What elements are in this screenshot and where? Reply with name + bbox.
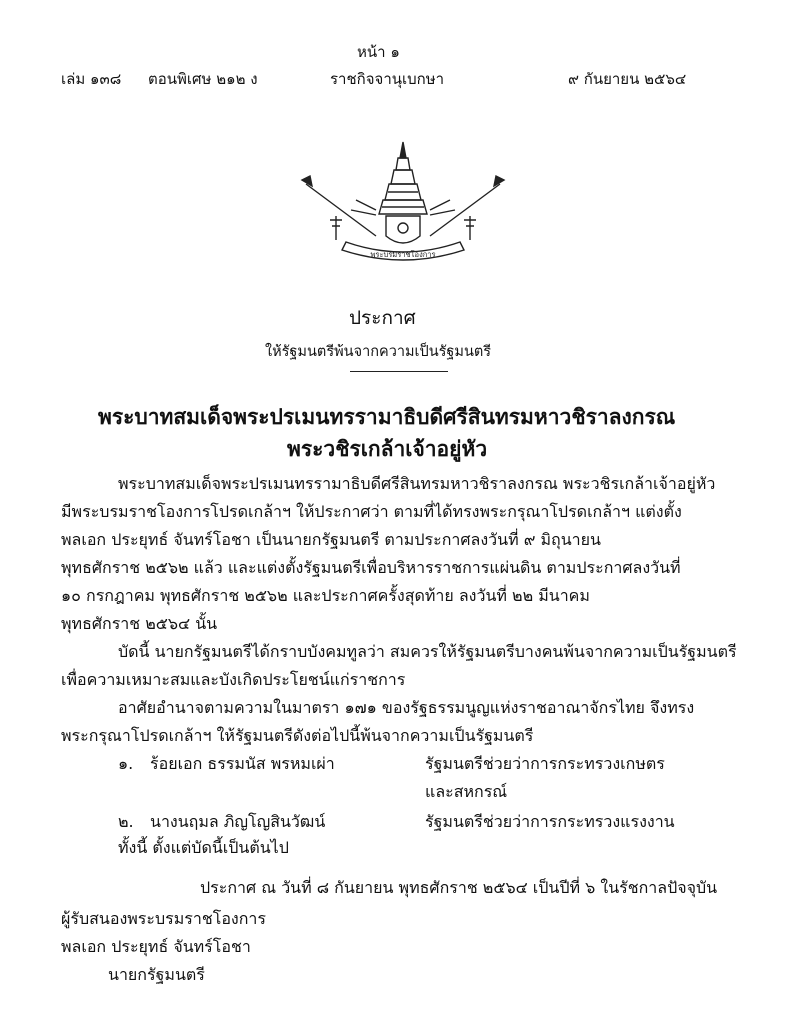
announcement-title: ประกาศ [349,307,416,329]
minister-position: รัฐมนตรีช่วยว่าการกระทรวงแรงงาน [425,812,675,831]
countersign-name: พลเอก ประยุทธ์ จันทร์โอชา [61,937,251,956]
minister-name: นางนฤมล ภิญโญสินวัฒน์ [150,812,326,831]
royal-emblem-icon [296,140,510,262]
king-name-line2: พระวชิรเกล้าเจ้าอยู่หัว [287,437,488,461]
minister-position: รัฐมนตรีช่วยว่าการกระทรวงเกษตร [425,754,665,773]
title-divider [350,371,448,372]
gazette-name: ราชกิจจานุเบกษา [330,70,445,88]
emblem-banner-text: พระบรมราชโองการ [370,250,436,259]
minister-number: ๒. [118,812,134,831]
effective-clause: ทั้งนี้ ตั้งแต่บัดนี้เป็นต้นไป [118,838,289,857]
minister-number: ๑. [118,754,134,773]
paragraph-1-line: พระบาทสมเด็จพระปรเมนทรรามาธิบดีศรีสินทรมหาวชิราลงกรณ พระวชิรเกล้าเจ้าอยู่หัว [118,474,716,493]
paragraph-1-line: พลเอก ประยุทธ์ จันทร์โอชา เป็นนายกรัฐมนตรี ตามประกาศลงวันที่ ๙ มิถุนายน [61,530,601,549]
countersign-position: นายกรัฐมนตรี [108,965,205,984]
king-name-line1: พระบาทสมเด็จพระปรเมนทรรามาธิบดีศรีสินทรมหาวชิราลงกรณ [98,405,676,429]
paragraph-1-line: พุทธศักราช ๒๕๖๒ แล้ว และแต่งตั้งรัฐมนตรีเพื่อบริหารราชการแผ่นดิน ตามประกาศลงวันที่ [61,558,681,577]
paragraph-2-line: บัดนี้ นายกรัฐมนตรีได้กราบบังคมทูลว่า สมควรให้รัฐมนตรีบางคนพ้นจากความเป็นรัฐมนตรี [118,642,737,661]
paragraph-3-line: อาศัยอำนาจตามความในมาตรา ๑๗๑ ของรัฐธรรมนูญแห่งราชอาณาจักรไทย จึงทรง [118,698,695,717]
paragraph-3-line: พระกรุณาโปรดเกล้าฯ ให้รัฐมนตรีดังต่อไปนี้พ้นจากความเป็นรัฐมนตรี [61,726,534,745]
volume-label: เล่ม ๑๓๘ [61,70,122,88]
page-number: หน้า ๑ [357,43,400,61]
minister-name: ร้อยเอก ธรรมนัส พรหมเผ่า [150,754,335,773]
paragraph-1-line: ๑๐ กรกฎาคม พุทธศักราช ๒๕๖๒ และประกาศครั้งสุดท้าย ลงวันที่ ๒๒ มีนาคม [61,586,590,605]
section-label: ตอนพิเศษ ๒๑๒ ง [148,70,258,88]
countersign-title: ผู้รับสนองพระบรมราชโองการ [61,909,266,928]
paragraph-2-line: เพื่อความเหมาะสมและบังเกิดประโยชน์แก่ราชการ [61,670,406,689]
paragraph-1-line: พุทธศักราช ๒๕๖๔ นั้น [61,614,218,633]
issue-date: ๙ กันยายน ๒๕๖๔ [568,70,687,88]
minister-position-cont: และสหกรณ์ [425,782,508,801]
declaration-date: ประกาศ ณ วันที่ ๘ กันยายน พุทธศักราช ๒๕๖๔ เป็นปีที่ ๖ ในรัชกาลปัจจุบัน [200,878,718,897]
announcement-subtitle: ให้รัฐมนตรีพ้นจากความเป็นรัฐมนตรี [265,344,492,360]
paragraph-1-line: มีพระบรมราชโองการโปรดเกล้าฯ ให้ประกาศว่า ตามที่ได้ทรงพระกรุณาโปรดเกล้าฯ แต่งตั้ง [61,502,682,521]
